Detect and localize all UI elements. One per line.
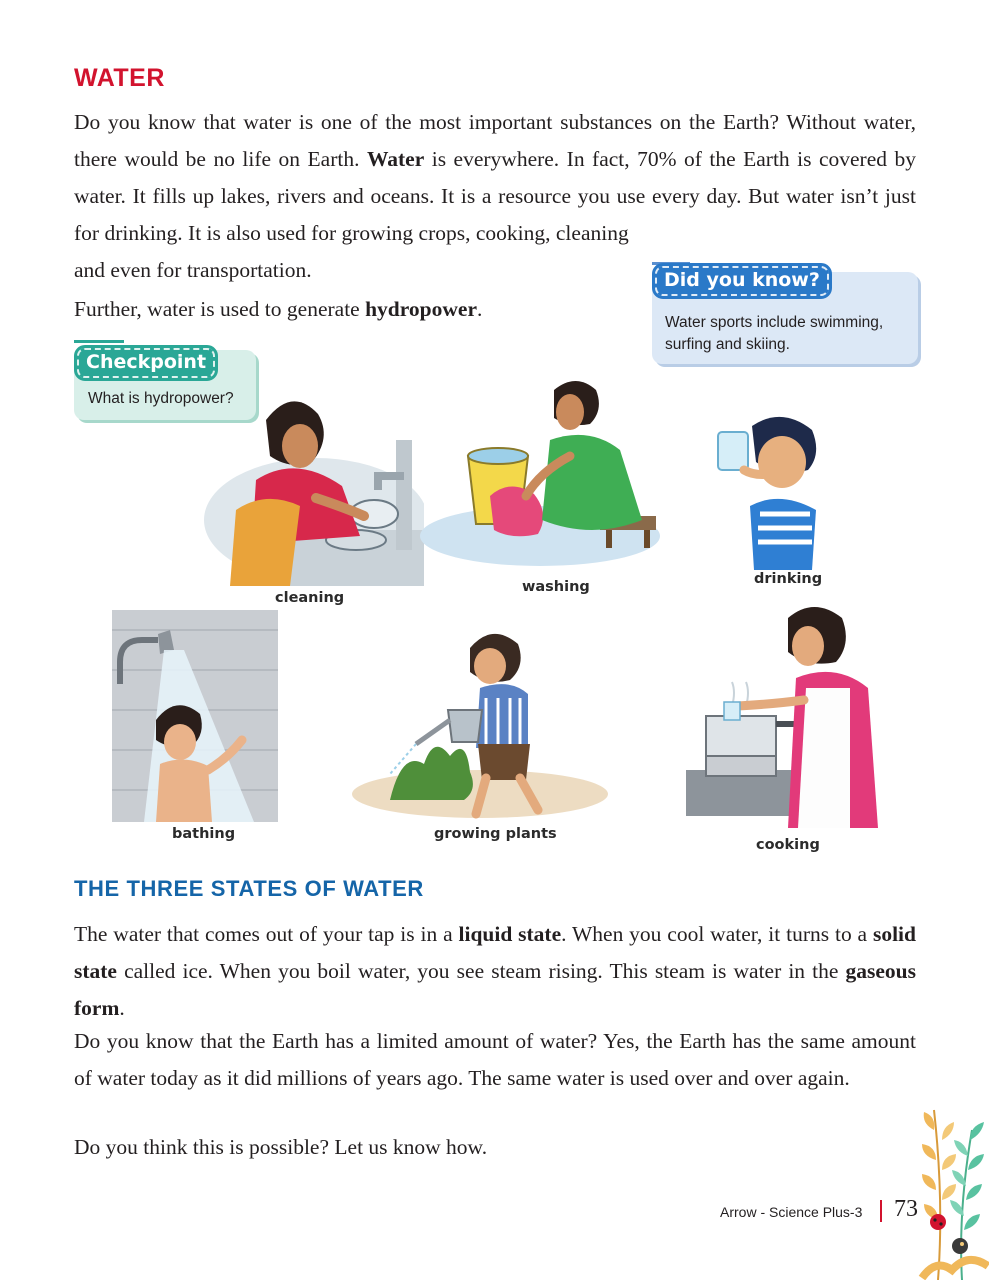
footer-divider <box>880 1200 882 1222</box>
bold-term-gaseous-form: gaseous form <box>74 959 916 1020</box>
water-intro-paragraph <box>74 104 916 252</box>
bold-term-liquid-state: liquid state <box>458 922 562 946</box>
illustration-bathing <box>112 610 278 822</box>
illustration-washing <box>420 376 672 576</box>
text-run: . When you cool water, it turns to a <box>561 922 873 946</box>
text-run: is everywhere. In fact, 70% of the Earth is covered by water. It fills up lakes, rivers and oceans. It is a resource you use every day. But water isn’t just for drinking. It is also used for growing crops, cooking, cleaning <box>74 147 916 245</box>
caption-washing: washing <box>522 579 590 595</box>
illustration-cooking <box>676 604 884 830</box>
caption-cleaning: cleaning <box>275 590 345 606</box>
did-you-know-text <box>665 312 883 356</box>
illustration-growing-plants <box>350 618 610 820</box>
caption-cooking: cooking <box>756 837 820 853</box>
text-run: called ice. When you boil water, you see steam rising. This steam is water in the <box>116 959 846 983</box>
section-title-three-states: THE THREE STATES OF WATER <box>74 876 424 901</box>
hydropower-paragraph <box>74 291 634 328</box>
caption-drinking: drinking <box>754 571 823 587</box>
caption-bathing: bathing <box>172 826 236 842</box>
text-run: . <box>119 996 125 1020</box>
did-you-know-line: surfing and skiing. <box>665 336 790 353</box>
did-you-know-title: Did you know? <box>664 269 820 291</box>
decorative-plant <box>918 1100 989 1280</box>
footer-book-title: Arrow - Science Plus-3 <box>720 1204 863 1220</box>
text-run: . <box>476 297 483 321</box>
three-states-paragraph <box>74 916 916 1027</box>
illustration-drinking <box>708 410 828 570</box>
text-run: The water that comes out of your tap is in a <box>74 922 459 946</box>
did-you-know-line: Water sports include swimming, <box>665 314 884 331</box>
limited-water-paragraph: Do you know that the Earth has a limited amount of water? Yes, the Earth has the same amount of water today as it did millions of years ago. The same water is used over and over again. <box>74 1029 916 1090</box>
checkpoint-title: Checkpoint <box>86 351 207 373</box>
bold-term-water: Water <box>366 147 425 171</box>
illustration-cleaning <box>196 380 424 586</box>
text-run: Further, water is used to generate <box>74 297 366 321</box>
checkpoint-accent <box>74 340 124 343</box>
bold-term-solid-state: solid state <box>74 922 916 983</box>
text-run: Do you know that water is one of the most important substances on the Earth? Without water, there would be no life on Earth. <box>74 110 916 171</box>
did-you-know-accent <box>652 262 690 265</box>
checkpoint-tag <box>77 348 215 378</box>
bold-term-hydropower: hydropower <box>365 297 477 321</box>
question-paragraph: Do you think this is possible? Let us know how. <box>74 1135 488 1159</box>
section-title-water: WATER <box>74 64 165 92</box>
caption-growing-plants: growing plants <box>434 826 557 842</box>
checkpoint-question: What is hydropower? <box>88 390 234 407</box>
page-number: 73 <box>894 1196 918 1222</box>
water-intro-paragraph-end: and even for transportation. <box>74 258 312 282</box>
did-you-know-tag <box>655 266 829 296</box>
